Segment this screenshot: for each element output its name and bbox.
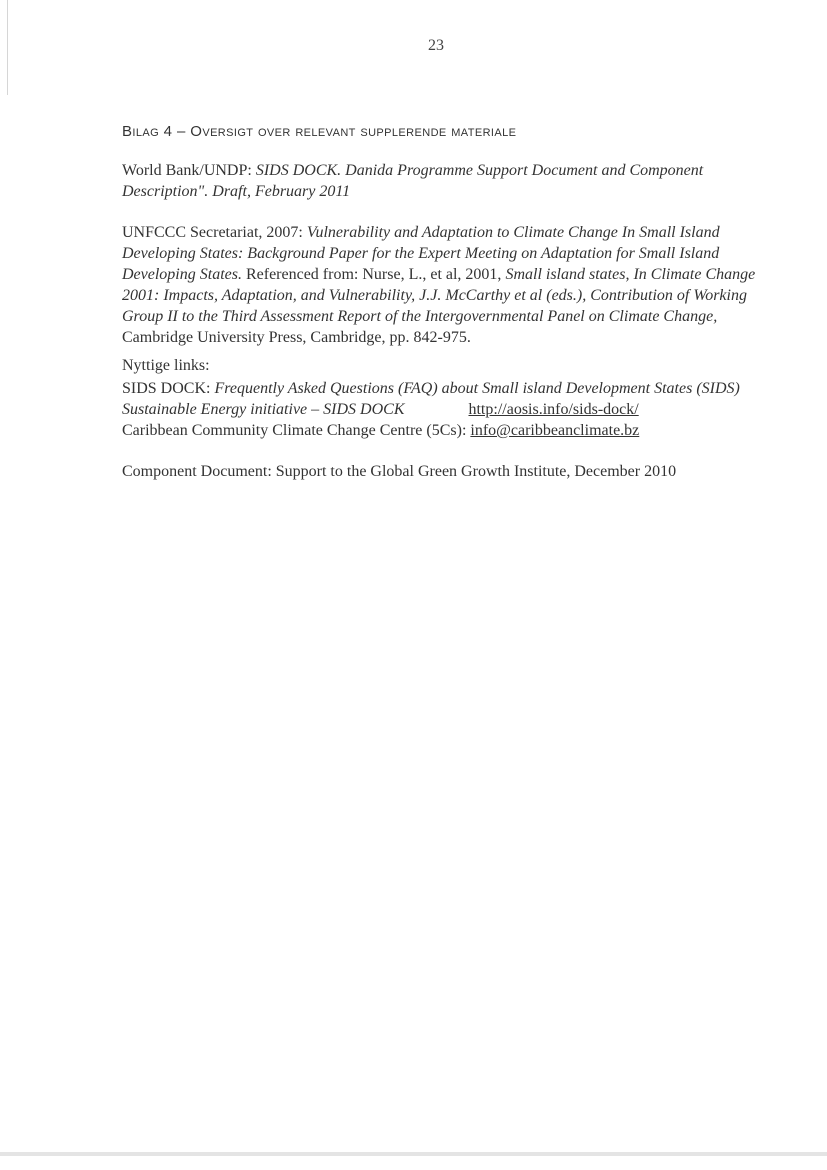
ref-work: Small island states, In Climate Change 2001: Impacts, Adaptation, and Vulnerability, J.J. McCarthy et al (eds.), Contribution of Working Group II to the Third Assessment Report of the Intergovernmental Panel on Climate Change,: [122, 266, 756, 325]
link-caribbean: [122, 420, 762, 441]
caribbean-email-link[interactable]: info@caribbeanclimate.bz: [470, 422, 640, 439]
component-document: Component Document: Support to the Global Green Growth Institute, December 2010: [122, 463, 677, 480]
sids-dock-url[interactable]: http://aosis.info/sids-dock/: [468, 401, 639, 418]
ref-source: UNFCCC Secretariat, 2007:: [122, 224, 307, 241]
section-heading: Bilag 4 – Oversigt over relevant supplerende materiale: [122, 123, 517, 140]
reference-unfccc: [122, 222, 762, 348]
link-label: Caribbean Community Climate Change Centre (5Cs):: [122, 422, 471, 439]
scan-bottom-edge: [0, 1152, 827, 1156]
ref-publisher: Cambridge University Press, Cambridge, pp. 842-975.: [122, 329, 471, 346]
link-source: SIDS DOCK:: [122, 380, 215, 397]
ref-source: World Bank/UNDP:: [122, 162, 256, 179]
reference-world-bank: [122, 160, 762, 202]
page-number: 23: [428, 37, 444, 54]
link-title: Frequently Asked Questions (FAQ) about Small island Development States (SIDS) Sustainable Energy initiative – SIDS DOCK: [122, 380, 740, 418]
ref-title: SIDS DOCK. Danida Programme Support Document and Component Description". Draft, February 2011: [122, 162, 704, 200]
ref-referenced-from: Referenced from: Nurse, L., et al, 2001,: [241, 266, 506, 283]
ref-title: Vulnerability and Adaptation to Climate Change In Small Island Developing States: Background Paper for the Expert Meeting on Adaptation for Small Island Developing States.: [122, 224, 720, 283]
link-sids-dock: [122, 378, 762, 420]
useful-links-heading: Nyttige links:: [122, 357, 210, 374]
